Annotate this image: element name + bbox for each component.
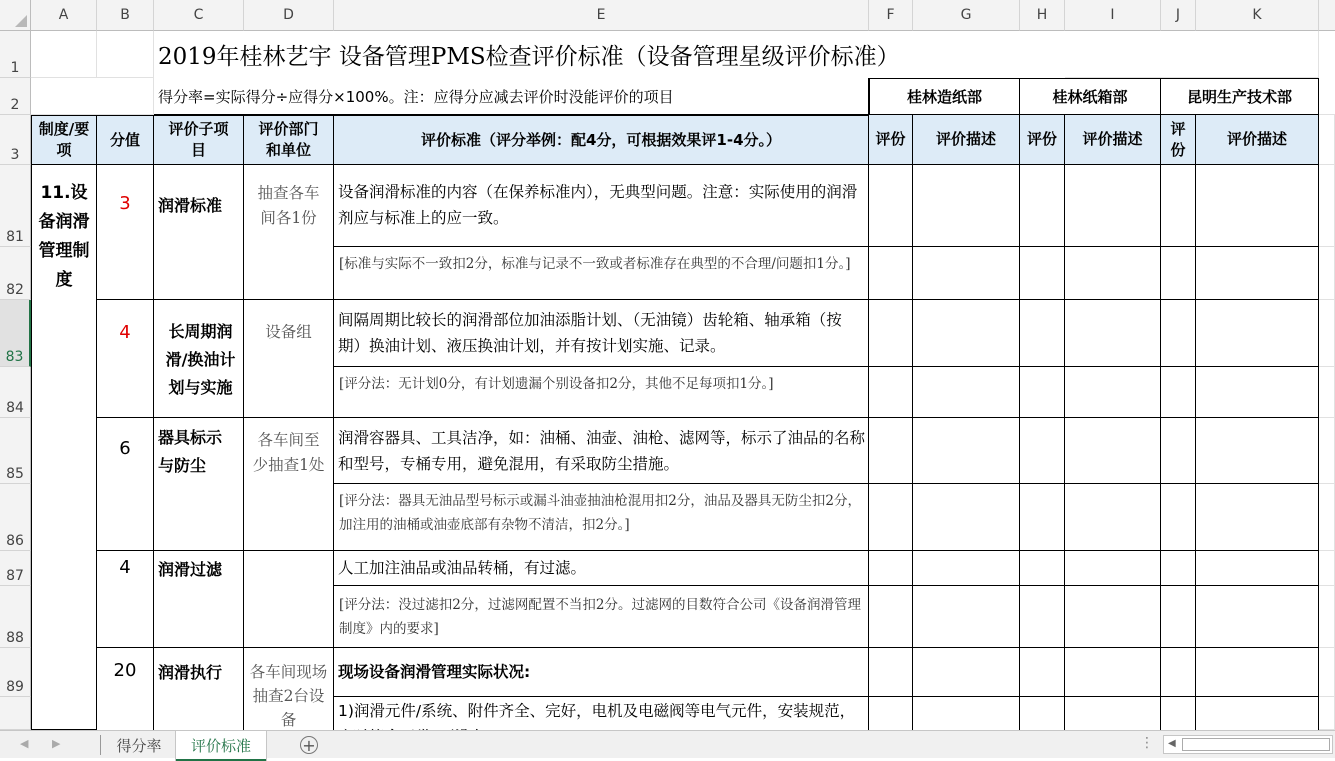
cell-A1[interactable] [31,31,97,78]
blank-cell[interactable] [1319,418,1335,484]
evaluation-cell[interactable] [1161,484,1196,551]
subitem-label: 润滑过滤 [158,560,223,579]
evaluation-cell[interactable] [1020,165,1065,247]
evaluation-cell[interactable] [1020,418,1065,484]
row-header-2[interactable]: 2 [0,78,31,115]
header-label: 评价描述 [1082,130,1143,148]
header-label: 评份 [1170,119,1186,159]
add-sheet-icon[interactable]: + [300,736,318,754]
select-all-corner[interactable] [0,0,31,31]
blank-cell[interactable] [1319,367,1335,418]
header-score[interactable] [97,115,154,165]
col-header-A[interactable]: A [31,0,97,31]
evaluation-cell[interactable] [1161,300,1196,367]
header-rating-J[interactable] [1161,115,1196,165]
evaluation-cell[interactable] [1196,165,1319,247]
row-header-88[interactable]: 88 [0,586,31,648]
evaluation-cell[interactable] [1020,247,1065,300]
header-unit[interactable] [244,115,334,165]
col-header-F[interactable]: F [869,0,913,31]
header-label: 评价描述 [1226,130,1287,148]
rule-text: [评分法：没过滤扣2分，过滤网配置不当扣2分。过滤网的目数符合公司《设备润滑管理制度》内的要求] [339,597,861,637]
evaluation-cell[interactable] [1065,165,1161,247]
blank-cell[interactable] [1319,648,1335,697]
header-desc-G[interactable] [913,115,1020,165]
subitem-label: 润滑标准 [158,196,223,215]
evaluation-cell[interactable] [1065,367,1161,418]
blank-cell[interactable] [1319,115,1335,165]
blank-cell[interactable] [1319,247,1335,300]
subitem-cell[interactable] [154,300,244,418]
evaluation-cell[interactable] [1196,484,1319,551]
evaluation-cell[interactable] [869,697,913,730]
col-header-G[interactable]: G [913,0,1020,31]
rule-text: [评分法：无计划0分，有计划遗漏个别设备扣2分，其他不足每项扣1分。] [339,376,774,392]
col-header-D[interactable]: D [244,0,334,31]
score-value: 4 [119,322,131,343]
subitem-label: 长周期润滑/换油计划与实施 [165,322,236,397]
standard-cell[interactable] [334,165,869,247]
evaluation-cell[interactable] [1161,551,1196,586]
blank-cell[interactable] [1319,697,1335,730]
evaluation-cell[interactable] [869,418,913,484]
evaluation-cell[interactable] [913,648,1020,697]
scroll-thumb[interactable] [1182,738,1330,751]
evaluation-cell[interactable] [869,551,913,586]
blank-cell[interactable] [1319,484,1335,551]
evaluation-cell[interactable] [1196,648,1319,697]
scroll-tabs-left-icon[interactable]: ◀ [20,737,29,750]
unit-cell[interactable] [244,300,334,418]
dept-guilin-paper[interactable] [869,78,1020,115]
evaluation-cell[interactable] [913,367,1020,418]
unit-cell[interactable] [244,551,334,648]
cell-B1[interactable] [97,31,154,78]
evaluation-cell[interactable] [1196,247,1319,300]
blank-cell[interactable] [1319,165,1335,247]
evaluation-cell[interactable] [1065,697,1161,730]
cell-A2-B2[interactable] [31,78,154,115]
row-header-86[interactable]: 86 [0,484,31,551]
standard-cell[interactable] [334,418,869,484]
standard-cell[interactable] [334,551,869,586]
row-header-3[interactable]: 3 [0,115,31,165]
dept-guilin-carton[interactable] [1020,78,1161,115]
evaluation-cell[interactable] [1196,697,1319,730]
horizontal-scrollbar[interactable] [1163,735,1333,754]
sheet-title-text: 2019年桂林艺宇 设备管理PMS检查评价标准（设备管理星级评价标准） [158,44,900,70]
row-header-89[interactable]: 89 [0,648,31,697]
evaluation-cell[interactable] [913,418,1020,484]
col-header-J[interactable]: J [1161,0,1196,31]
evaluation-cell[interactable] [1020,367,1065,418]
evaluation-cell[interactable] [1161,418,1196,484]
rule-cell[interactable] [334,697,869,730]
rule-cell[interactable] [334,247,869,300]
rule-text: 1)润滑元件/系统、附件齐全、完好，电机及电磁阀等电气元件，安装规范， [338,702,856,720]
evaluation-cell[interactable] [869,300,913,367]
standard-text: 间隔周期比较长的润滑部位加油添脂计划、（无油镜）齿轮箱、轴承箱（按期）换油计划、液压换油计划，并有按计划实施、记录。 [338,311,842,355]
evaluation-cell[interactable] [1161,586,1196,648]
blank-cell[interactable] [1319,300,1335,367]
col-header-B[interactable]: B [97,0,154,31]
unit-label: 抽查各车间各1份 [257,184,320,227]
evaluation-cell[interactable] [1161,697,1196,730]
cell-H1-K1[interactable] [1065,31,1319,78]
evaluation-cell[interactable] [1161,165,1196,247]
unit-cell[interactable] [244,418,334,551]
evaluation-cell[interactable] [913,484,1020,551]
score-cell[interactable] [97,418,154,551]
evaluation-cell[interactable] [869,484,913,551]
section-label: 11.设备润滑管理制度 [38,183,90,290]
standard-text: 人工加注油品或油品转桶，有过滤。 [338,559,587,577]
evaluation-cell[interactable] [1020,551,1065,586]
dept-label: 桂林造纸部 [906,88,982,106]
header-rating-H[interactable] [1020,115,1065,165]
evaluation-cell[interactable] [869,586,913,648]
score-value: 6 [119,438,131,459]
header-label: 分值 [109,130,140,149]
sheet-tab-label: 评价标准 [190,736,251,755]
subitem-label: 器具标示与防尘 [158,428,223,475]
evaluation-cell[interactable] [913,300,1020,367]
evaluation-cell[interactable] [1196,418,1319,484]
score-value: 3 [119,193,131,214]
row-header-90[interactable] [0,697,31,730]
evaluation-cell[interactable] [1196,586,1319,648]
evaluation-cell[interactable] [1196,300,1319,367]
col-header-blank [1319,0,1335,31]
header-label: 评价标准（评分举例：配4分，可根据效果评1-4分。） [420,130,782,149]
cell-L1[interactable] [1319,31,1335,115]
standard-text: 润滑容器具、工具洁净，如：油桶、油壶、油枪、滤网等，标示了油品的名称和型号，专桶专用，避免混用，有采取防尘措施。 [338,429,866,473]
unit-label: 各车间至少抽查1处 [252,431,325,474]
evaluation-cell[interactable] [869,247,913,300]
blank-cell[interactable] [1319,586,1335,648]
header-desc-I[interactable] [1065,115,1161,165]
tab-divider [100,735,101,755]
sheet-tab-criteria[interactable] [176,731,266,761]
sheet-tab-label: 得分率 [116,736,162,755]
header-standard[interactable] [334,115,869,165]
evaluation-cell[interactable] [1161,367,1196,418]
sheet-tab-score-rate[interactable] [104,731,174,759]
score-rate-note[interactable] [154,78,869,115]
row-header-85[interactable]: 85 [0,418,31,484]
evaluation-cell[interactable] [869,648,913,697]
col-header-I[interactable]: I [1065,0,1161,31]
unit-label: 设备组 [265,323,312,341]
evaluation-cell[interactable] [913,247,1020,300]
score-cell[interactable] [97,300,154,418]
rule-cell[interactable] [334,484,869,551]
standard-text: 设备润滑标准的内容（在保养标准内），无典型问题。注意：实际使用的润滑剂应与标准上的应一致。 [338,183,858,227]
rule-text: [评分法：器具无油品型号标示或漏斗油壶抽油枪混用扣2分，油品及器具无防尘扣2分，加注用的油桶或油壶底部有杂物不清洁，扣2分。] [339,493,861,533]
evaluation-cell[interactable] [1065,247,1161,300]
evaluation-cell[interactable] [1020,586,1065,648]
dept-label: 昆明生产技术部 [1186,88,1292,106]
standard-cell[interactable] [334,648,869,697]
unit-cell[interactable] [244,648,334,730]
header-subitem[interactable] [154,115,244,165]
hscroll-split-icon[interactable]: ⋮ [1140,735,1154,751]
score-cell[interactable] [97,648,154,730]
evaluation-cell[interactable] [1020,697,1065,730]
standard-text: 现场设备润滑管理实际状况: [338,663,531,681]
evaluation-cell[interactable] [913,586,1020,648]
col-header-H[interactable]: H [1020,0,1065,31]
evaluation-cell[interactable] [913,697,1020,730]
score-cell[interactable] [97,165,154,300]
score-value: 20 [113,660,137,681]
header-label: 评价部门和单位 [258,120,319,159]
evaluation-cell[interactable] [1020,300,1065,367]
header-label: 评份 [875,130,906,148]
evaluation-cell[interactable] [1065,300,1161,367]
scroll-left-arrow-icon[interactable]: ◀ [1168,738,1176,749]
evaluation-cell[interactable] [1065,551,1161,586]
unit-label: 各车间现场抽查2台设备 [249,663,328,729]
dept-label: 桂林纸箱部 [1052,88,1128,106]
evaluation-cell[interactable] [869,367,913,418]
evaluation-cell[interactable] [1065,484,1161,551]
header-rating-F[interactable] [869,115,913,165]
evaluation-cell[interactable] [1020,484,1065,551]
row-header-87[interactable]: 87 [0,551,31,586]
subitem-cell[interactable] [154,648,244,730]
rule-cell[interactable] [334,367,869,418]
row-header-83[interactable]: 83 [0,300,31,367]
unit-cell[interactable] [244,165,334,300]
col-header-K[interactable]: K [1196,0,1319,31]
header-label: 制度/要项 [38,120,90,159]
evaluation-cell[interactable] [1196,551,1319,586]
row-header-84[interactable]: 84 [0,367,31,418]
score-rate-note-text: 得分率=实际得分÷应得分×100%。注：应得分应减去评价时没能评价的项目 [158,87,674,106]
evaluation-cell[interactable] [1065,418,1161,484]
header-desc-K[interactable] [1196,115,1319,165]
sheet-tab-bar [0,730,1335,758]
evaluation-cell[interactable] [913,165,1020,247]
evaluation-cell[interactable] [1020,648,1065,697]
row-header-81[interactable]: 81 [0,165,31,247]
evaluation-cell[interactable] [869,165,913,247]
header-label: 评份 [1026,130,1057,148]
rule-text: [标准与实际不一致扣2分，标准与记录不一致或者标准存在典型的不合理/问题扣1分。] [339,256,851,272]
col-header-E[interactable]: E [334,0,869,31]
section-lubrication-system[interactable] [31,165,97,730]
sheet-title[interactable] [154,31,1065,78]
evaluation-cell[interactable] [1161,648,1196,697]
evaluation-cell[interactable] [913,551,1020,586]
subitem-label: 润滑执行 [158,663,223,682]
col-header-C[interactable]: C [154,0,244,31]
blank-cell[interactable] [1319,551,1335,586]
rule-cell[interactable] [334,586,869,648]
evaluation-cell[interactable] [1065,586,1161,648]
evaluation-cell[interactable] [1161,247,1196,300]
subitem-cell[interactable] [154,165,244,300]
evaluation-cell[interactable] [1196,367,1319,418]
row-header-82[interactable]: 82 [0,247,31,300]
scroll-tabs-right-icon[interactable]: ▶ [52,737,61,750]
standard-cell[interactable] [334,300,869,367]
dept-kunming-tech[interactable] [1161,78,1319,115]
header-label: 评价描述 [935,130,996,148]
subitem-cell[interactable] [154,551,244,648]
subitem-cell[interactable] [154,418,244,551]
header-label: 评价子项目 [168,120,229,159]
evaluation-cell[interactable] [1065,648,1161,697]
row-header-1[interactable]: 1 [0,31,31,78]
score-cell[interactable] [97,551,154,648]
header-system[interactable] [31,115,97,165]
score-value: 4 [119,557,131,578]
